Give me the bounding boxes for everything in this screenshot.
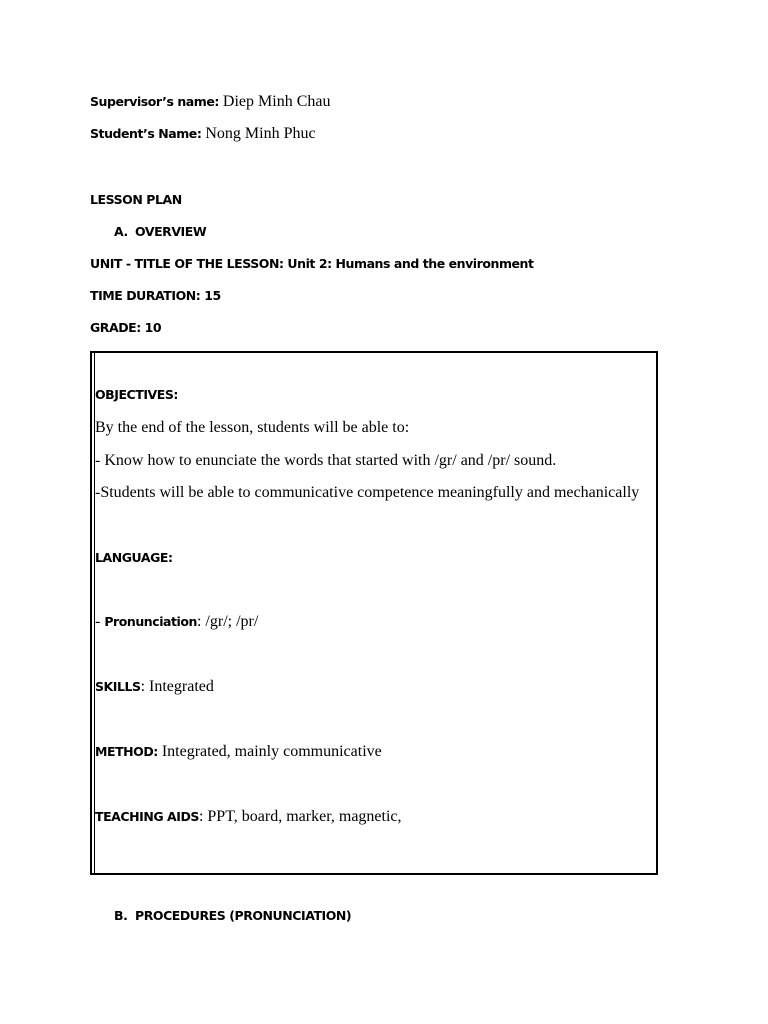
teaching-aids-label: TEACHING AIDS [95,809,199,824]
unit-title-line: UNIT - TITLE OF THE LESSON: Unit 2: Humans and the environment [90,256,534,271]
student-label: Student’s Name: [90,126,202,141]
overview-marker: A. [114,224,128,239]
teaching-aids-value: : PPT, board, marker, magnetic, [198,808,402,825]
procedures-heading: PROCEDURES (PRONUNCIATION) [135,908,352,923]
lesson-plan-title: LESSON PLAN [90,192,182,207]
pronunciation-value: : /gr/; /pr/ [196,613,259,630]
supervisor-label: Supervisor’s name: [90,94,219,109]
teaching-aids-line [95,808,402,826]
skills-line [95,678,214,696]
objectives-box [90,351,658,875]
time-duration-line: TIME DURATION: 15 [90,288,221,303]
grade-line: GRADE: 10 [90,320,162,335]
supervisor-value: Diep Minh Chau [222,93,331,110]
method-value: Integrated, mainly communicative [157,743,382,760]
supervisor-line [90,93,330,111]
language-label: LANGUAGE: [95,550,173,565]
procedures-marker: B. [114,908,128,923]
objectives-label: OBJECTIVES: [95,387,178,402]
objective-item-2: -Students will be able to communicative competence meaningfully and mechanically [95,484,640,501]
method-line [95,743,382,761]
pronunciation-prefix: - [95,613,105,630]
student-line [90,125,316,143]
skills-label: SKILLS [95,679,141,694]
overview-heading: OVERVIEW [135,224,207,239]
objective-item-1: - Know how to enunciate the words that started with /gr/ and /pr/ sound. [95,452,557,469]
student-value: Nong Minh Phuc [205,125,316,142]
pronunciation-line [95,613,258,631]
skills-value: : Integrated [140,678,214,695]
objectives-intro: By the end of the lesson, students will be able to: [95,419,410,436]
pronunciation-label: Pronunciation [104,614,197,629]
method-label: METHOD: [95,744,158,759]
